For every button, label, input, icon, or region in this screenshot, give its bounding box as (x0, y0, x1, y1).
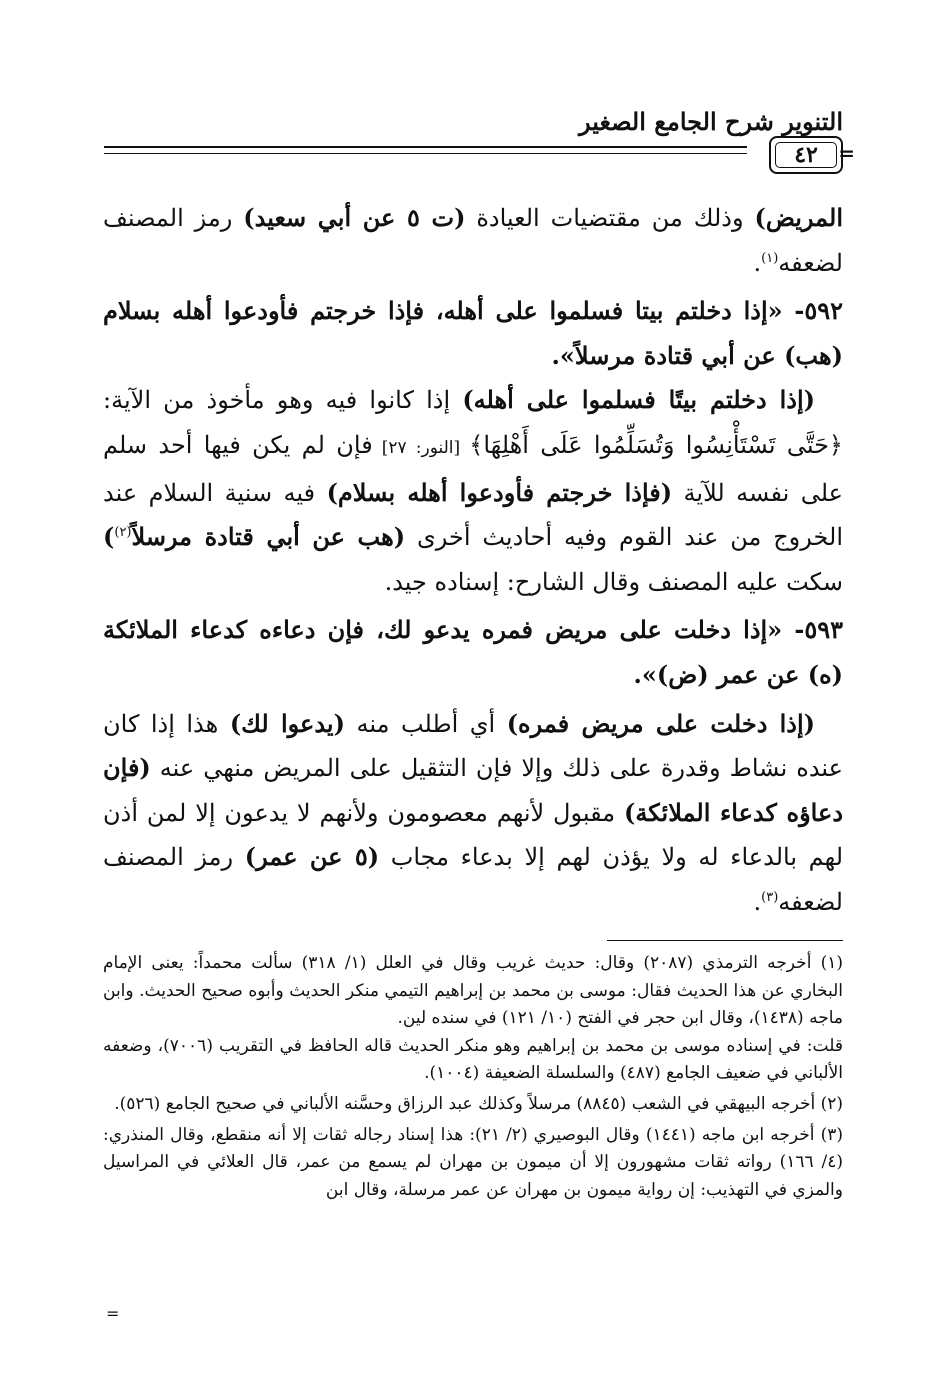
quran-reference: [النور: ٢٧] (372, 437, 470, 458)
main-text (103, 196, 843, 925)
hadith-text: ٥٩٢- «إذا دخلتم بيتا فسلموا على أهله، فإذا خرجتم فأودعوا أهله بسلام (هب) عن أبي قتادة مرسلاً». (103, 296, 843, 370)
page-number-edge-mark: = (838, 141, 855, 165)
text-run: هذا إذا كان عنده نشاط وقدرة على ذلك وإلا فإن التثقيل على المريض منهي عنه (103, 709, 843, 783)
text-run: فإن لم يكن فيها أحد سلم على نفسه للآية (103, 430, 843, 507)
header-rule (104, 146, 747, 148)
continuation-mark: = (106, 1304, 120, 1323)
footnote-ref-2[interactable]: (٢) (114, 525, 132, 541)
bold-phrase: (ت ٥ عن أبي سعيد) (243, 203, 466, 232)
bold-phrase: المريض) (754, 203, 844, 232)
footnote-1: (١) أخرجه الترمذي (٢٠٨٧) وقال: حديث غريب وقال في العلل (١/ ٣١٨) سألت محمداً: يعنى الإمام البخاري عن هذا الحديث فقال: موسى بن محمد بن إبراهيم التيمي منكر الحديث وأبوه صحيح الحديث. وابن ماجه (١٤٣٨)، وقال ابن حجر في الفتح (١٠/ ١٢١) في سنده لين. (103, 953, 843, 1029)
text-run: فيه سنية السلام عند الخروج من عند القوم وفيه أحاديث أخرى (103, 478, 843, 552)
paragraph-commentary-593 (103, 702, 843, 925)
page-number-frame (769, 136, 843, 174)
bold-phrase: (فإن دعاؤه كدعاء الملائكة) (103, 753, 844, 827)
bold-phrase: (فإذا خرجتم فأودعوا أهله بسلام) (326, 477, 673, 507)
footnotes (103, 950, 843, 1204)
text-run: وذلك من مقتضيات العيادة (465, 204, 755, 232)
page-number: ٤٢ (794, 142, 818, 168)
text-run: إذا كانوا فيه وهو مأخوذ من الآية: (103, 386, 463, 415)
text-run: أي أطلب منه (344, 709, 507, 738)
paragraph-commentary-592 (103, 378, 843, 604)
text-run: رمز المصنف لضعفه (103, 843, 843, 916)
footnote-3: (٣) أخرجه ابن ماجه (١٤٤١) وقال البوصيري (٢/ ٢١): هذا إسناد رجاله ثقات إلا أنه منقطع، وقال المنذري: (٤/ ١٦٦) رواته ثقات مشهورون إلا أن ميمون بن مهران لم يسمع من عمر، قال العلائي في المراسيل والمزي في التهذيب: إن رواية ميمون بن مهران عن عمر مرسلة، وقال ابن (103, 1124, 844, 1200)
footnote-ref-3[interactable]: (٣) (761, 889, 779, 905)
quran-verse: ﴿حَتَّى تَسْتَأْنِسُوا وَتُسَلِّمُوا عَلَى أَهْلِهَا﴾ (469, 430, 843, 459)
bold-phrase: (يدعوا لك) (229, 708, 345, 738)
hadith-592 (103, 289, 843, 378)
text-run: . (753, 887, 762, 916)
text-run: . (753, 248, 762, 277)
bold-phrase: (هب عن أبي قتادة مرسلاً (131, 522, 406, 552)
header-rule-thin (104, 153, 747, 154)
paragraph-commentary-591 (103, 196, 843, 285)
footnote-2: (٢) أخرجه البيهقي في الشعب (٨٨٤٥) مرسلاً وكذلك عبد الرزاق وحسَّنه الألباني في صحيح الجامع (٥٢٦). (114, 1093, 843, 1114)
bold-phrase: (إذا دخلت على مريض فمره) (506, 708, 816, 738)
footnote-1-note: قلت: في إسناده موسى بن محمد بن إبراهيم وهو منكر الحديث قاله الحافظ في التقريب (٧٠٠٦)، وضعفه الألباني في ضعيف الجامع (٤٨٧) والسلسلة الضعيفة (١٠٠٤). (103, 1035, 843, 1084)
text-run: مقبول لأنهم معصومون ولأنهم لا يدعون إلا لمن أذن لهم بالدعاء له ولا يؤذن لهم إلا بدعاء مجاب (103, 798, 844, 872)
text-run: سكت عليه المصنف وقال الشارح: إسناده جيد. (384, 567, 843, 596)
footnote-ref-1[interactable]: (١) (761, 250, 779, 266)
bold-phrase: ) (103, 522, 115, 552)
footnote-separator (607, 940, 843, 941)
hadith-593 (103, 608, 843, 697)
running-title: التنوير شرح الجامع الصغير (579, 107, 843, 136)
text-run: رمز المصنف لضعفه (103, 204, 843, 277)
bold-phrase: (إذا دخلتم بيتًا فسلموا على أهله) (462, 385, 815, 415)
hadith-text: ٥٩٣- «إذا دخلت على مريض فمره يدعو لك، فإن دعاءه كدعاء الملائكة (ه) عن عمر (ض)». (103, 615, 843, 689)
bold-phrase: (٥ عن عمر) (244, 842, 380, 872)
